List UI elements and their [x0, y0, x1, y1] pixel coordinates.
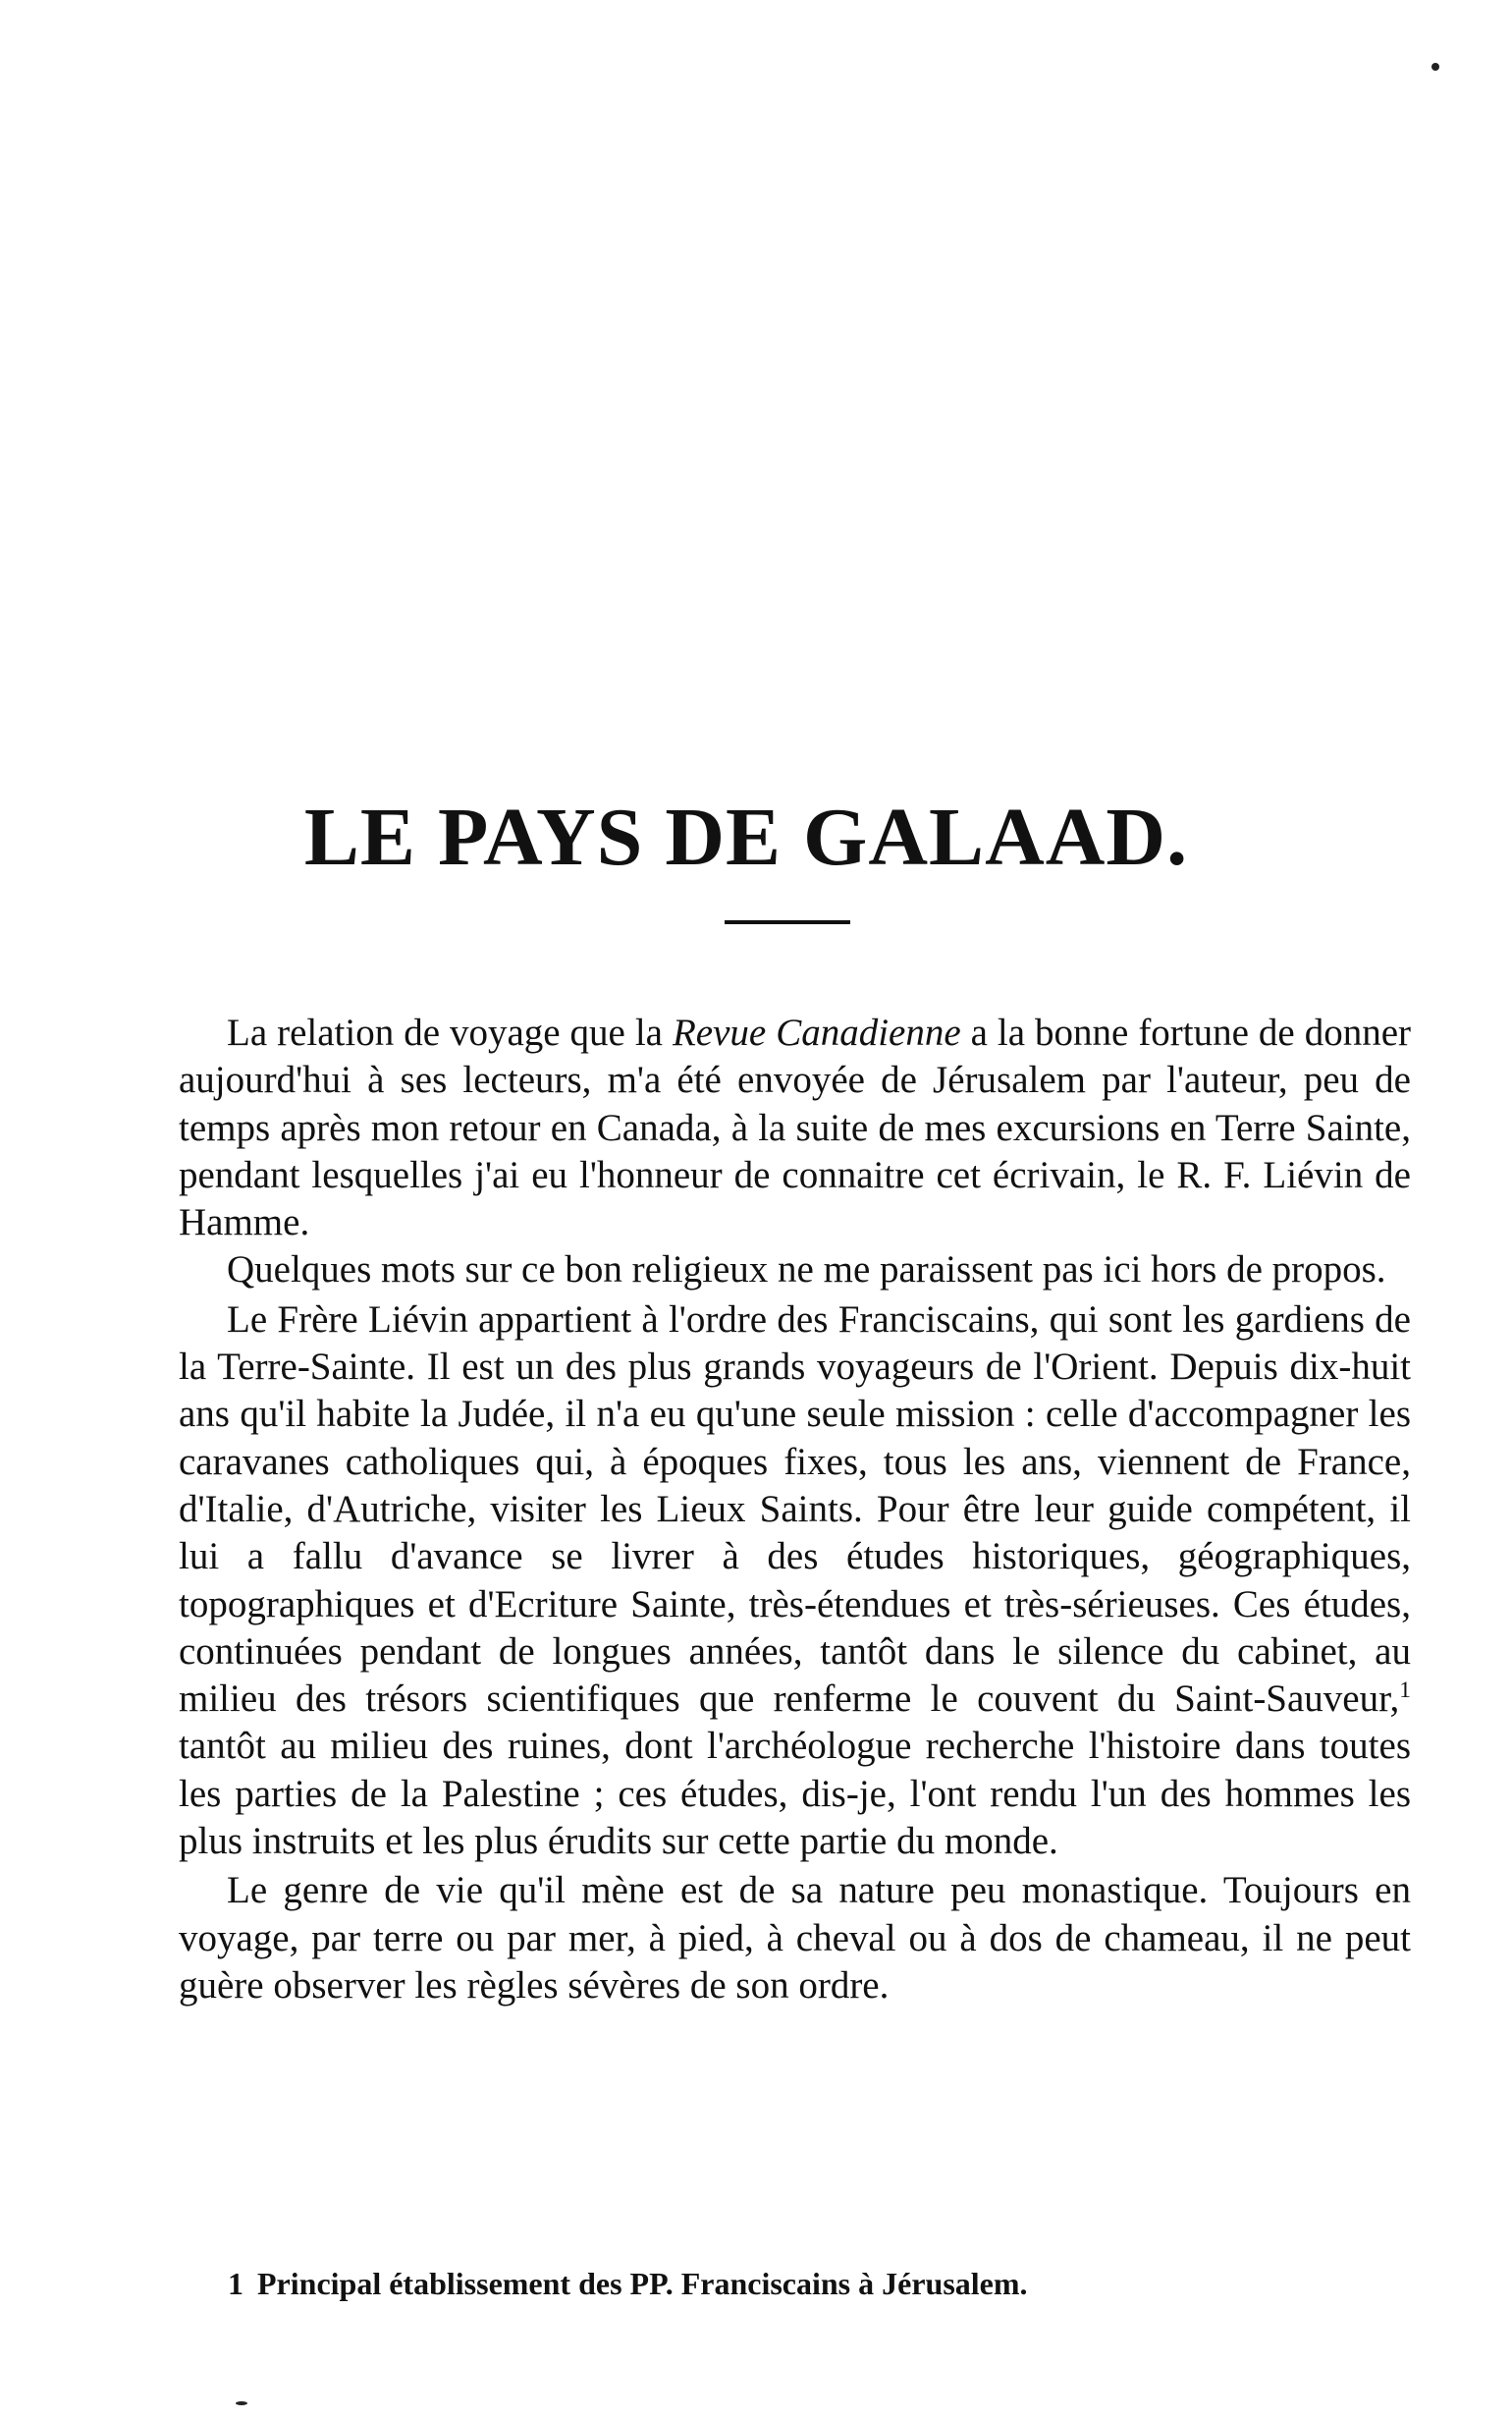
scan-speck	[1431, 63, 1439, 71]
footnote-number: 1	[228, 2266, 243, 2301]
title-divider	[725, 920, 850, 924]
main-text	[179, 1010, 1411, 2011]
paragraph-4: Le genre de vie qu'il mène est de sa nature peu monastique. Toujours en voyage, par terre ou par mer, à pied, à cheval ou à dos de chameau, il ne peut guère observer les règles sévères de son ordre.	[179, 1869, 1411, 2007]
page-title: LE PAYS DE GALAAD.	[303, 792, 1189, 884]
paragraph-3-rest: tantôt au milieu des ruines, dont l'archéologue recherche l'histoire dans toutes les parties de la Palestine ; ces études, dis-je, l'ont rendu l'un des hommes les plus instruits et les plus érudits sur cette partie du monde.	[179, 1725, 1411, 1863]
paragraph-2: Quelques mots sur ce bon religieux ne me paraissent pas ici hors de propos.	[227, 1248, 1386, 1292]
scan-speck	[236, 2401, 247, 2405]
paragraph-1	[179, 1010, 1411, 1246]
paragraph-1-start: La relation de voyage que la	[227, 1012, 673, 1054]
footnote-text: Principal établissement des PP. Franciscains à Jérusalem.	[257, 2266, 1028, 2301]
footnote-reference: 1	[1399, 1678, 1411, 1704]
paragraph-1-rest: a la bonne fortune de donner aujourd'hui à ses lecteurs, m'a été envoyée de Jérusalem par l'auteur, peu de temps après mon retour en Canada, à la suite de mes excursions en Terre Sainte, pendant lesquelles j'ai eu l'honneur de connaitre cet écrivain, le R. F. Liévin de Hamme.	[179, 1012, 1411, 1244]
paragraph-3-start: Le Frère Liévin appartient à l'ordre des Franciscains, qui sont les gardiens de la Terre-Sainte. Il est un des plus grands voyageurs de l'Orient. Depuis dix-huit ans qu'il habite la Judée, il n'a eu qu'une seule mission : celle d'accompagner les caravanes catholiques qui, à époques fixes, tous les ans, viennent de France, d'Italie, d'Autriche, visiter les Lieux Saints. Pour être leur guide compétent, il lui a fallu d'avance se livrer à des études historiques, géographiques, topographiques et d'Ecriture Sainte, très-étendues et très-sérieuses. Ces études, continuées pendant de longues années, tantôt dans le silence du cabinet, au milieu des trésors scientifiques que renferme le couvent du Saint-Sauveur,	[179, 1297, 1411, 1721]
paragraph-3	[179, 1296, 1411, 1866]
journal-name: Revue Canadienne	[672, 1012, 961, 1054]
footnote	[228, 2264, 1210, 2303]
